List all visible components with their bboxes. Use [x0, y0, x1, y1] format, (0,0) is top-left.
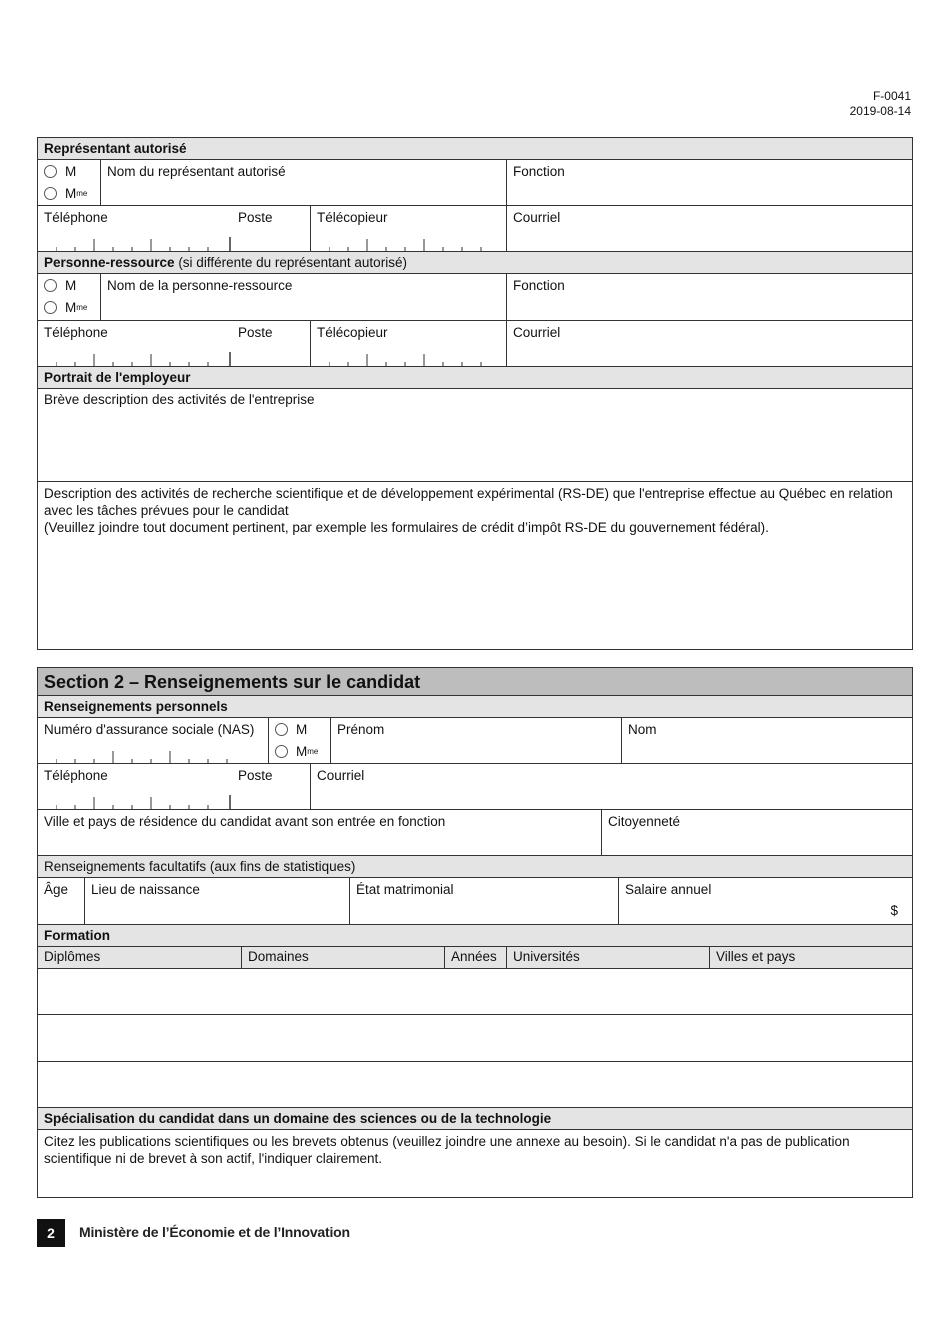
- nas-ticks: [56, 749, 246, 763]
- lieu-naissance-label: Lieu de naissance: [91, 882, 200, 897]
- rep-fonction-field[interactable]: [506, 160, 912, 205]
- rep-contact-row: [38, 206, 912, 252]
- contact-telecopieur-label: Télécopieur: [317, 325, 388, 340]
- age-label: Âge: [44, 882, 69, 897]
- nas-label: Numéro d'assurance sociale (NAS): [44, 722, 255, 737]
- rsde-label: Description des activités de recherche scientifique et de développement expérimental (RS-DE) que l'entreprise effectue au Québec en relation avec les tâches prévues pour le candidat: [44, 486, 893, 518]
- radio-circle-icon[interactable]: [44, 165, 57, 178]
- rep-title-radios: [38, 160, 100, 205]
- formation-columns: [38, 947, 912, 969]
- specialisation-text: Citez les publications scientifiques ou les brevets obtenus (veuillez joindre une annexe au besoin). Si le candidat n'a pas de publication scientifique ni de brevet à son actif, l'indiquer clairement.: [44, 1134, 850, 1166]
- col-annees: Années: [444, 947, 506, 968]
- activities-label: Brève description des activités de l'entreprise: [44, 392, 315, 407]
- phone-ticks: [56, 352, 236, 366]
- employer-panel: [37, 137, 913, 650]
- contact-name-field[interactable]: [100, 274, 506, 320]
- candidate-courriel-field[interactable]: [310, 764, 912, 809]
- formation-header: Formation: [38, 925, 912, 947]
- candidate-title-radios: [268, 718, 330, 763]
- rep-identity-row: [38, 160, 912, 206]
- rep-telephone-field[interactable]: [38, 206, 310, 251]
- residence-field[interactable]: [38, 810, 601, 855]
- contact-contact-row: [38, 321, 912, 367]
- citoyennete-label: Citoyenneté: [608, 814, 681, 829]
- contact-telephone-field[interactable]: [38, 321, 310, 366]
- optional-header: Renseignements facultatifs (aux fins de statistiques): [38, 856, 912, 878]
- page-number: 2: [37, 1219, 65, 1247]
- prenom-field[interactable]: [330, 718, 621, 763]
- rep-courriel-field[interactable]: [506, 206, 912, 251]
- radio-circle-icon[interactable]: [44, 279, 57, 292]
- radio-circle-icon[interactable]: [44, 187, 57, 200]
- candidate-poste-label: Poste: [238, 768, 273, 783]
- contact-courriel-field[interactable]: [506, 321, 912, 366]
- fax-ticks: [329, 237, 489, 251]
- contact-name-label: Nom de la personne-ressource: [107, 278, 293, 293]
- contact-telephone-label: Téléphone: [44, 325, 108, 340]
- etat-matrimonial-label: État matrimonial: [356, 882, 454, 897]
- section2-title: Section 2 – Renseignements sur le candidat: [38, 668, 912, 696]
- fax-ticks: [329, 352, 489, 366]
- candidate-radio-m[interactable]: M: [275, 718, 324, 740]
- formation-row[interactable]: [38, 1062, 912, 1108]
- rep-courriel-label: Courriel: [513, 210, 561, 225]
- activities-field[interactable]: [38, 389, 912, 482]
- salaire-field[interactable]: [618, 878, 912, 924]
- radio-circle-icon[interactable]: [275, 745, 288, 758]
- optional-row: [38, 878, 912, 925]
- phone-ticks: [56, 795, 236, 809]
- residence-label: Ville et pays de résidence du candidat avant son entrée en fonction: [44, 814, 446, 829]
- rep-telecopieur-field[interactable]: [310, 206, 506, 251]
- specialisation-field[interactable]: [38, 1130, 912, 1196]
- formation-row[interactable]: [38, 969, 912, 1015]
- age-field[interactable]: [38, 878, 84, 924]
- lieu-naissance-field[interactable]: [84, 878, 349, 924]
- nas-field[interactable]: [38, 718, 268, 763]
- citoyennete-field[interactable]: [601, 810, 912, 855]
- col-universites: Universités: [506, 947, 709, 968]
- formation-row[interactable]: [38, 1015, 912, 1062]
- contact-radio-m[interactable]: M: [44, 274, 94, 296]
- personal-header: Renseignements personnels: [38, 696, 912, 718]
- specialisation-header: Spécialisation du candidat dans un domaine des sciences ou de la technologie: [38, 1108, 912, 1130]
- rsde-field[interactable]: [38, 482, 912, 646]
- form-code: F-0041: [872, 89, 911, 103]
- contact-header: Personne-ressource (si différente du représentant autorisé): [38, 252, 912, 274]
- candidate-telephone-label: Téléphone: [44, 768, 108, 783]
- contact-fonction-label: Fonction: [513, 278, 565, 293]
- rep-name-label: Nom du représentant autorisé: [107, 164, 286, 179]
- residence-row: [38, 810, 912, 856]
- form-reference: [850, 89, 911, 119]
- rep-telephone-label: Téléphone: [44, 210, 108, 225]
- candidate-courriel-label: Courriel: [317, 768, 365, 783]
- radio-circle-icon[interactable]: [44, 301, 57, 314]
- ministry-name: Ministère de l’Économie et de l’Innovation: [79, 1224, 350, 1240]
- col-domaines: Domaines: [241, 947, 444, 968]
- rep-fonction-label: Fonction: [513, 164, 565, 179]
- dollar-sign: $: [890, 903, 898, 918]
- contact-courriel-label: Courriel: [513, 325, 561, 340]
- prenom-label: Prénom: [337, 722, 385, 737]
- candidate-contact-row: [38, 764, 912, 810]
- nom-label: Nom: [628, 722, 657, 737]
- radio-circle-icon[interactable]: [275, 723, 288, 736]
- rep-radio-m[interactable]: M: [44, 160, 94, 182]
- rep-poste-label: Poste: [238, 210, 273, 225]
- contact-title-radios: [38, 274, 100, 320]
- candidate-radio-mme[interactable]: M me: [275, 740, 324, 762]
- col-diplomes: Diplômes: [44, 949, 101, 964]
- rep-header: Représentant autorisé: [38, 138, 912, 160]
- rep-telecopieur-label: Télécopieur: [317, 210, 388, 225]
- contact-identity-row: [38, 274, 912, 321]
- contact-telecopieur-field[interactable]: [310, 321, 506, 366]
- contact-poste-label: Poste: [238, 325, 273, 340]
- candidate-panel: [37, 667, 913, 1198]
- etat-matrimonial-field[interactable]: [349, 878, 618, 924]
- candidate-identity-row: [38, 718, 912, 764]
- nom-field[interactable]: [621, 718, 912, 763]
- rep-radio-mme[interactable]: M me: [44, 182, 94, 204]
- rsde-note: (Veuillez joindre tout document pertinent, par exemple les formulaires de crédit d’impôt RS-DE du gouvernement fédéral).: [44, 520, 769, 535]
- employer-header: Portrait de l'employeur: [38, 367, 912, 389]
- contact-radio-mme[interactable]: M me: [44, 296, 94, 318]
- candidate-telephone-field[interactable]: [38, 764, 310, 809]
- salaire-label: Salaire annuel: [625, 882, 712, 897]
- phone-ticks: [56, 237, 236, 251]
- col-villes-pays: Villes et pays: [709, 947, 912, 968]
- contact-fonction-field[interactable]: [506, 274, 912, 320]
- form-date: 2019-08-14: [849, 104, 911, 118]
- rep-name-field[interactable]: [100, 160, 506, 205]
